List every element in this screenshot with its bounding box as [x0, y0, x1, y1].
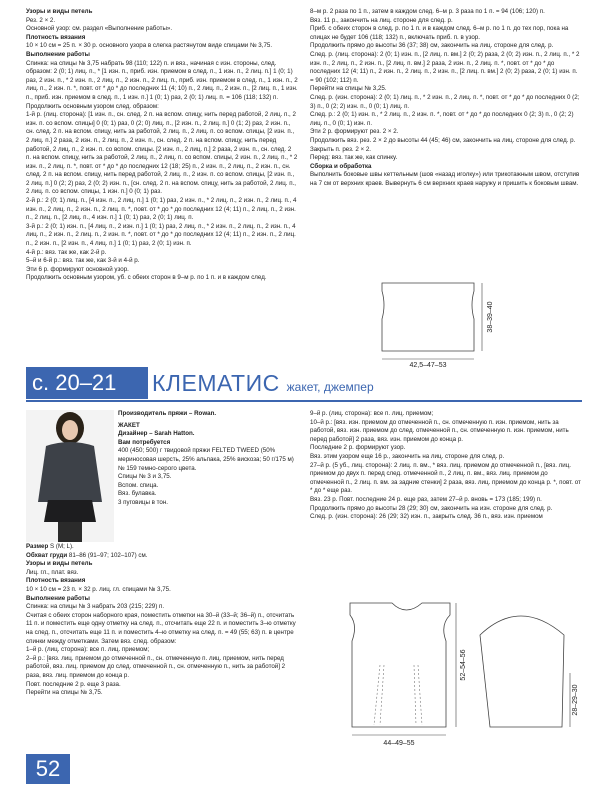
pattern-title [152, 369, 374, 401]
yarn-maker: Производитель пряжи – Rowan. [118, 410, 217, 417]
text: Эти 2 р. формируют рез. 2 × 2. [310, 128, 399, 136]
text: Спинка: на спицы № 3,75 набрать 98 (110; 122) п. и вяз., начиная с изн. стороны, след. образом: 2 (0; 1) лиц. п., * [1 изн. п., приб. изн. приемом в след. п., 1 изн. п., 2 лиц. п.] 1 (0; 1) раз, 2 изн. п., * 2 изн. п., 2 лиц. п., 2 изн. п., 2 лиц. п., приб. изн. приемом в след. п., 1 изн. п., 2 лиц. п., 2 изн. п. *, повт. от * до * до последних 11 (4; 10) п., 2 лиц. п., 2 изн. п., [2 лиц. п., 1 изн. п., приб. изн. приемом в след. п., 1 изн. п.] 1 (0; 1) раз, 2 (0; 1) лиц. п. = 106 (118; 132) п. [26, 59, 298, 101]
dart-right-2 [414, 665, 416, 725]
face [62, 420, 78, 440]
text: Закрыть п. рез. 2 × 2. [310, 145, 372, 153]
heading-assembly: Сборка и обработка [310, 162, 372, 170]
top-schematic [370, 275, 530, 369]
text: 10–й р.: [вяз. изн. приемом до отмеченной п., сн. отмеченную п. изн. приемом, нить за работой, вяз. изн. приемом до след. отмеченной п., сн. отмеченную п. изн. приемом, нить перед работой] 2 раза, вяз. изн. приемом до конца р. [310, 418, 569, 443]
pattern-name: КЛЕМАТИС [152, 370, 280, 396]
text: 10 × 10 см = 23 п. × 32 р. лиц. гл. спицами № 3,75. [26, 585, 171, 593]
text: 2-й р.: 2 (0; 1) лиц. п., [4 изн. п., 2 лиц. п.] 1 (0; 1) раз, 2 изн. п., * 2 лиц. п., 2 изн. п., 2 лиц. п., 4 изн. п., 2 лиц. п., 2 изн. п., 2 лиц. п. *, повт. от * до * до последних 12 (4; 11) п., 2 лиц. п., 2 изн. п., 2 лиц. п., [2 лиц. п., 4 изн. п.] 1 (0; 1) раз, 2 (0; 1) лиц. п. [26, 197, 297, 222]
height-label: 38–39–40 [487, 301, 494, 333]
item-name: ЖАКЕТ [118, 421, 140, 429]
text: 5–й и 6-й р.: вяз. так же, как 3-й и 4-й р. [26, 257, 140, 265]
pattern-subtitle: жакет, джемпер [286, 380, 374, 394]
size-value: S (M; L). [50, 543, 74, 550]
text: Продолжить прямо до высоты 28 (29; 30) см, закончить на изн. стороне для след. р. [310, 504, 553, 512]
text: Продолжить основным узором след. образом: [26, 102, 159, 110]
text: 27–й р. (5 уб., лиц. сторона): 2 лиц. п. вм., * вяз. лиц. приемом до отмеченной п., [вяз. лиц. приемом до двух п. перед след. отмеченной п., 2 лиц. п. вм., вяз. лиц. приемом до отмеченной п., 2 лиц. п. вм. за задние стенки] 2 раза, вяз. лиц. приемом до конца р. *, повт. от * до * еще раз. [310, 461, 581, 495]
text: След. р. (лиц. сторона): 2 (0; 1) изн. п., [2 лиц. п. вм.] 2 (0; 2) раза, 2 (0; 2) изн. п., 2 лиц. п., * 2 изн. п., 2 лиц. п., 2 изн. п., [2 лиц. п. вм.] 2 раза, 2 изн. п., 2 лиц. п. *, повт. от * до * до последних 12 (4; 11) п., 2 изн. п., 2 лиц. п., 2 изн. п., [2 лиц. п. вм.] 2 (0; 2) раза, 2 (0; 1) изн. п. = 90 (102; 112) п. [310, 50, 580, 84]
bottom-left-column [26, 543, 298, 755]
schematic-outline [382, 283, 474, 351]
dart-left [374, 665, 380, 725]
text: Последние 2 р. формируют узор. [310, 444, 406, 452]
text: 3-й р.: 2 (0; 1) изн. п., [4 лиц. п., 2 изн. п.] 1 (0; 1) раз, 2 лиц. п., * 2 изн. п., 2 лиц. п., 2 изн. п., 4 лиц. п., 2 изн. п., 2 лиц. п., 2 изн. п. *, повт. от * до * до последних 12 (4; 11) п., 2 изн. п., 2 лиц. п., 2 изн. п., [2 изн. п., 4 лиц. п.] 1 (0; 1) раз, 2 (0; 1) изн. п. [26, 222, 296, 248]
text: Вяз. 11 р., закончить на лиц. стороне для след. р. [310, 16, 453, 24]
materials-aux-needle: Вспом. спица. [118, 481, 159, 489]
chest-value: 81–86 (91–97; 102–107) см. [68, 551, 148, 559]
dart-left-2 [380, 665, 384, 725]
text: 8–м р. 2 раза по 1 п., затем в каждом след. 6–м р. 3 раза по 1 п. = 94 (106; 120) п. [310, 8, 545, 15]
text: Перейти на спицы № 3,25. [310, 85, 387, 93]
text: Перед: вяз. так же, как спинку. [310, 154, 398, 162]
text: 10 × 10 см = 25 п. × 30 р. основного узора в слегка растянутом виде спицами № 3,75. [26, 42, 273, 50]
section-banner [26, 367, 582, 403]
materials-yarn: 400 (450; 500) г твидовой пряжи FELTED TWEED (50% мериносовая шерсть, 25% альпака, 25% вискоза; 50 г/175 м) № 159 темно-серого цвета. [118, 447, 294, 472]
top-right-column [310, 8, 582, 218]
text: Повт. последние 2 р. еще 3 раза. [26, 680, 121, 688]
designer: Дизайнер – Sarah Hatton. [118, 430, 195, 438]
text: Продолжить прямо до высоты 36 (37; 38) см, закончить на лиц. стороне для след. р. [310, 42, 554, 50]
page-range-badge: с. 20–21 [26, 367, 148, 399]
size-line [26, 543, 298, 552]
materials-buttons: 3 пуговицы в тон. [118, 498, 168, 506]
banner-rule [26, 400, 582, 402]
text: 9–й р. (лиц. сторона): все п. лиц. приемом; [310, 410, 434, 417]
text: Считая с обеих сторон наборного края, поместить отметки на 30–й (33–й; 36–й) п., отсчитать 11 п. и поместить еще одну отметку на след. п., отсчитать еще 22 п. и поместить 3–ю отметку на след. п., отсчитать еще 11 п. и поместить 4–ю отметку на след. п. = 49 (55; 63) п. в центре спинки между отметками. Затем вяз. след. образом: [26, 611, 296, 645]
yarn-info [118, 410, 298, 540]
jacket [38, 442, 102, 502]
width-label: 42,5–47–53 [409, 362, 447, 369]
text: 4-й р.: вяз. так же, как 2-й р. [26, 248, 107, 256]
text: След. р. (изн. сторона): 2 (0; 1) лиц. п., * 2 изн. п., 2 лиц. п. *, повт. от * до * до последних 0 (2; 3) п., 0 (2; 2) изн. п., 0 (0; 1) лиц. п. [310, 93, 580, 110]
heading-instructions: Выполнение работы [26, 50, 90, 58]
heading-materials: Вам потребуется [118, 438, 171, 446]
text: 1-й р. (лиц. сторона): [1 изн. п., сн. след. 2 п. на вспом. спицу, нить перед работой, 2 лиц. п., 2 изн. п. со вспом. спицы] 0 (0; 1) раз, 0 (2; 0) лиц. п., [2 изн. п., 2 лиц. п.] 0 (1; 2) раз, 2 изн. п., сн. след. 2 п. на вспом. спицу, нить за работой, 2 лиц. п., 2 лиц. п. со вспом. спицы, [2 изн. п., 2 лиц. п.] 2 раза, 2 изн. п., 2 лиц. п., 2 изн. п., сн. след. 2 п. на вспом. спицу, нить перед работой, 2 лиц. п., 2 изн. п. со вспом. спицы. [2 изн. п., 2 лиц. п.] 2 раза, 2 изн. п., сн. след. 2 п. на вспом. спицу, нить за работой, 2 лиц. п., 2 лиц. п. со вспом. спицы, 2 изн. п., 2 лиц. п., * 2 изн. п., 2 лиц. п. *, повт. от * до * до последних 12 (18; 25) п., 2 изн. п., 2 лиц. п., 2 изн. п., сн. след. 2 п. на вспом. спицу, нить перед работой, 2 лиц. п., 2 изн. п. со вспом. спицы, [2 изн. п., 2 лиц. п.] 0 (2; 2) раз, 2 (0; 2) изн. п., [сн. след. 2 п. на вспом. спицу, нить за работой, 2 лиц. п., 2 лиц. п. со вспом. спицы, 1 изн. п.] 0 (0; 1) раз. [26, 111, 298, 196]
text: След. р.: 2 (0; 1) изн. п., * 2 лиц. п., 2 изн. п. *, повт. от * до * до последних 0 (2; 3) п., 0 (2; 2) лиц. п., 0 (0; 1) изн. п. [310, 111, 574, 127]
text: Спинка: на спицы № 3 набрать 203 (215; 229) п. [26, 603, 165, 611]
hem-label: 44–49–55 [383, 740, 415, 747]
length-label: 52–54–56 [460, 649, 467, 681]
legs [58, 522, 82, 542]
text: Перейти на спицы № 3,75. [26, 689, 103, 697]
sleeve-outline [480, 616, 564, 727]
text: Основной узор: см. раздел «Выполнение работы». [26, 25, 173, 33]
heading-gauge: Плотность вязания [26, 33, 86, 41]
text: След. р. (изн. сторона): 26 (29; 32) изн. п., закрыть след. 36 п., вяз. изн. приемом [310, 513, 543, 521]
heading-gauge: Плотность вязания [26, 577, 86, 585]
heading-instructions: Выполнение работы [26, 594, 90, 602]
jacket-schematic [340, 595, 580, 755]
heading-stitches: Узоры и виды петель [26, 560, 93, 568]
dart-right [418, 665, 422, 725]
top-left-column [26, 8, 298, 363]
text: Продолжить вяз. рез. 2 × 2 до высоты 44 (45; 46) см, закончить на лиц. стороне для след. р. [310, 136, 576, 144]
text: Эти 6 р. формируют основной узор. [26, 265, 129, 273]
materials-needles: Спицы № 3 и 3,75. [118, 473, 172, 481]
body-outline [350, 603, 450, 727]
text: Продолжить основным узором, уб. с обеих сторон в 9–м р. по 1 п. и в каждом след. [26, 274, 267, 282]
text: Вяз. этим узором еще 16 р., закончить на лиц. стороне для след. р. [310, 452, 505, 460]
chest-line [26, 552, 298, 561]
size-label: Размер [26, 543, 49, 550]
text: Рез. 2 × 2. [26, 16, 56, 24]
bottom-right-column [310, 410, 582, 580]
materials-pin: Вяз. булавка. [118, 490, 157, 498]
skirt [44, 500, 96, 522]
text: 1–й р. (лиц. сторона): все п. лиц. приемом; [26, 646, 150, 654]
page-number: 52 [26, 754, 70, 784]
text: Вяз. 23 р. Повт. последние 24 р. еще раз, затем 27–й р. вновь = 173 (185; 199) п. [310, 495, 542, 503]
text: Лиц. гл., плат. вяз. [26, 568, 79, 576]
model-photo [26, 410, 114, 542]
text: 2–й р.: [вяз. лиц. приемом до отмеченной п., сн. отмеченную п. лиц. приемом, нить перед работой, вяз. лиц. приемом до след. отмеченной п., сн. отмеченную п., нить за работой] 2 раза, вяз. лиц. приемом до конца р. [26, 654, 286, 679]
text: Приб. с обеих сторон в след. р. по 1 п. и в каждом след. 6–м р. по 1 п. до тех пор, пока на спицах не будет 106 (118; 132) п., включать приб. п. в узор. [310, 25, 569, 41]
heading-stitches: Узоры и виды петель [26, 8, 93, 15]
sleeve-label: 28–29–30 [572, 684, 579, 716]
text: Выполнить боковые швы кеттельным (шов «назад иголку») или трикотажным швом, отступив на 7 см от верхних краев. Вывернуть 6 см верхних краев наружу и пришить к боковым швам. [310, 171, 580, 187]
chest-label: Обхват груди [26, 551, 68, 559]
